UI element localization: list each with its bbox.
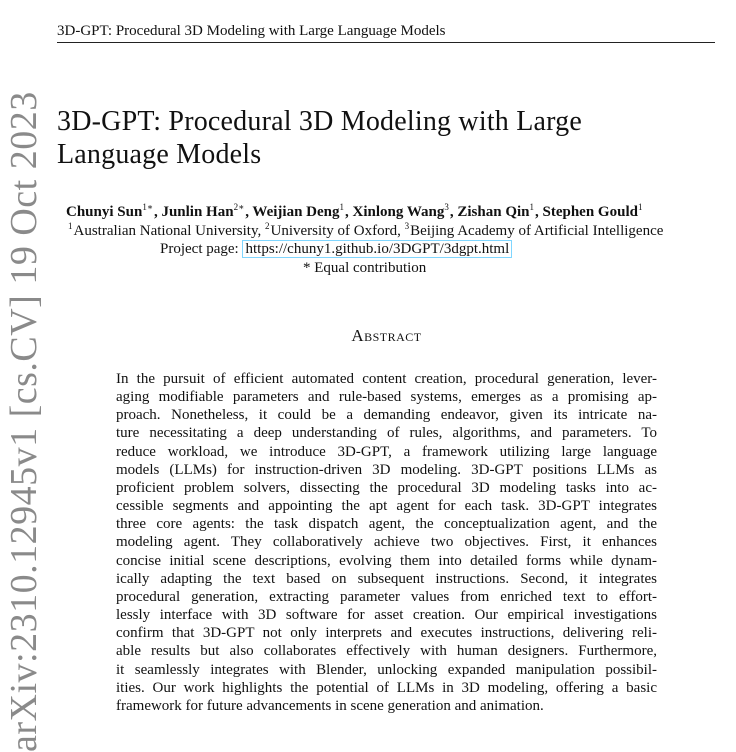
abstract-line: concise initial scene descriptions, evolving them into detailed forms while dynam- — [116, 552, 657, 569]
abstract-line: models (LLMs) for instruction-driven 3D modeling. 3D-GPT positions LLMs as — [116, 461, 657, 478]
abstract-line: reduce workload, we introduce 3D-GPT, a framework utilizing large language — [116, 443, 657, 460]
abstract-line: cessible segments and appointing the apt agent for each task. 3D-GPT integrates — [116, 498, 657, 515]
abstract-line: able results but also collaborates effectively with human designers. Furthermore, — [116, 643, 657, 660]
abstract-line: ities. Our work highlights the potential of LLMs in 3D modeling, offering a basic — [116, 679, 657, 696]
author-affiliation-mark: 1∗ — [142, 202, 153, 212]
project-page-label: Project page: — [160, 241, 243, 257]
author-separator: , — [449, 204, 458, 220]
title-line-2: Language Models — [57, 139, 262, 170]
abstract-line: framework for future advancements in scene generation and animation. — [116, 697, 544, 714]
author-name: Zishan Qin — [457, 204, 530, 220]
arxiv-identifier-stamp: arXiv:2310.12945v1 [cs.CV] 19 Oct 2023 — [3, 91, 45, 752]
affiliation-mark: 3 — [404, 221, 410, 231]
abstract-line: three core agents: the task dispatch agent, the conceptualization agent, and the — [116, 516, 657, 533]
title-line-1: 3D-GPT: Procedural 3D Modeling with Large — [57, 106, 582, 137]
equal-contribution-note: * Equal contribution — [303, 260, 427, 276]
abstract-line: ture necessitating a deep understanding of rules, algorithms, and parameters. To — [116, 425, 657, 442]
author-affiliation-mark: 1 — [339, 202, 345, 212]
author-name: Xinlong Wang — [352, 204, 445, 220]
author-affiliation-mark: 1 — [637, 202, 643, 212]
author-affiliation-mark: 1 — [529, 202, 534, 212]
project-page-link[interactable]: https://chuny1.github.io/3DGPT/3dgpt.html — [242, 240, 512, 258]
author-affiliation-mark: 2∗ — [233, 202, 245, 212]
abstract-line: lessly interface with 3D software for asset creation. Our empirical investigations — [116, 607, 657, 624]
running-title: 3D-GPT: Procedural 3D Modeling with Large Language Models — [57, 23, 446, 39]
affiliation-list — [68, 222, 663, 240]
running-header — [57, 22, 715, 43]
affiliation-name: Beijing Academy of Artificial Intelligence — [410, 223, 664, 239]
abstract-body — [116, 370, 657, 715]
author-separator: , — [245, 204, 253, 220]
abstract-line: In the pursuit of efficient automated content creation, procedural generation, lever- — [116, 371, 657, 387]
abstract-line: proficient problem solvers, dissecting the procedural 3D modeling tasks into ac- — [116, 479, 657, 496]
affiliation-name: University of Oxford, — [270, 223, 405, 239]
author-name: Junlin Han — [161, 204, 234, 220]
abstract-line: proach. Nonetheless, it could be a demanding endeavor, given its intricate na- — [116, 407, 657, 424]
affiliation-mark: 1 — [68, 221, 73, 231]
abstract-line: confirm that 3D-GPT not only interprets and executes instructions, delivering reli- — [116, 625, 657, 642]
author-separator: , — [153, 204, 162, 220]
author-separator: , — [535, 204, 543, 220]
author-name: Weijian Deng — [252, 204, 340, 220]
author-separator: , — [345, 204, 353, 220]
affiliation-name: Australian National University, — [73, 223, 265, 239]
project-page — [160, 240, 512, 259]
abstract-line: it seamlessly integrates with Blender, unlocking expanded manipulation possibil- — [116, 661, 657, 678]
abstract-line: modeling agent. They collaboratively achieve two objectives. First, it enhances — [116, 534, 657, 551]
abstract-line: procedural generation, extracting parameter values from enriched text to effort- — [116, 588, 657, 605]
author-list — [66, 203, 643, 222]
abstract-line: aging modifiable parameters and rule-based systems, emerges as a promising ap- — [116, 389, 657, 406]
abstract-line: ically adapting the text based on subsequent instructions. Second, it integrates — [116, 570, 657, 587]
author-name: Chunyi Sun — [66, 204, 143, 220]
author-name: Stephen Gould — [542, 204, 638, 220]
affiliation-mark: 2 — [264, 221, 270, 231]
paper-title — [57, 105, 727, 171]
abstract-heading: Abstract — [351, 326, 422, 345]
author-affiliation-mark: 3 — [444, 202, 449, 212]
